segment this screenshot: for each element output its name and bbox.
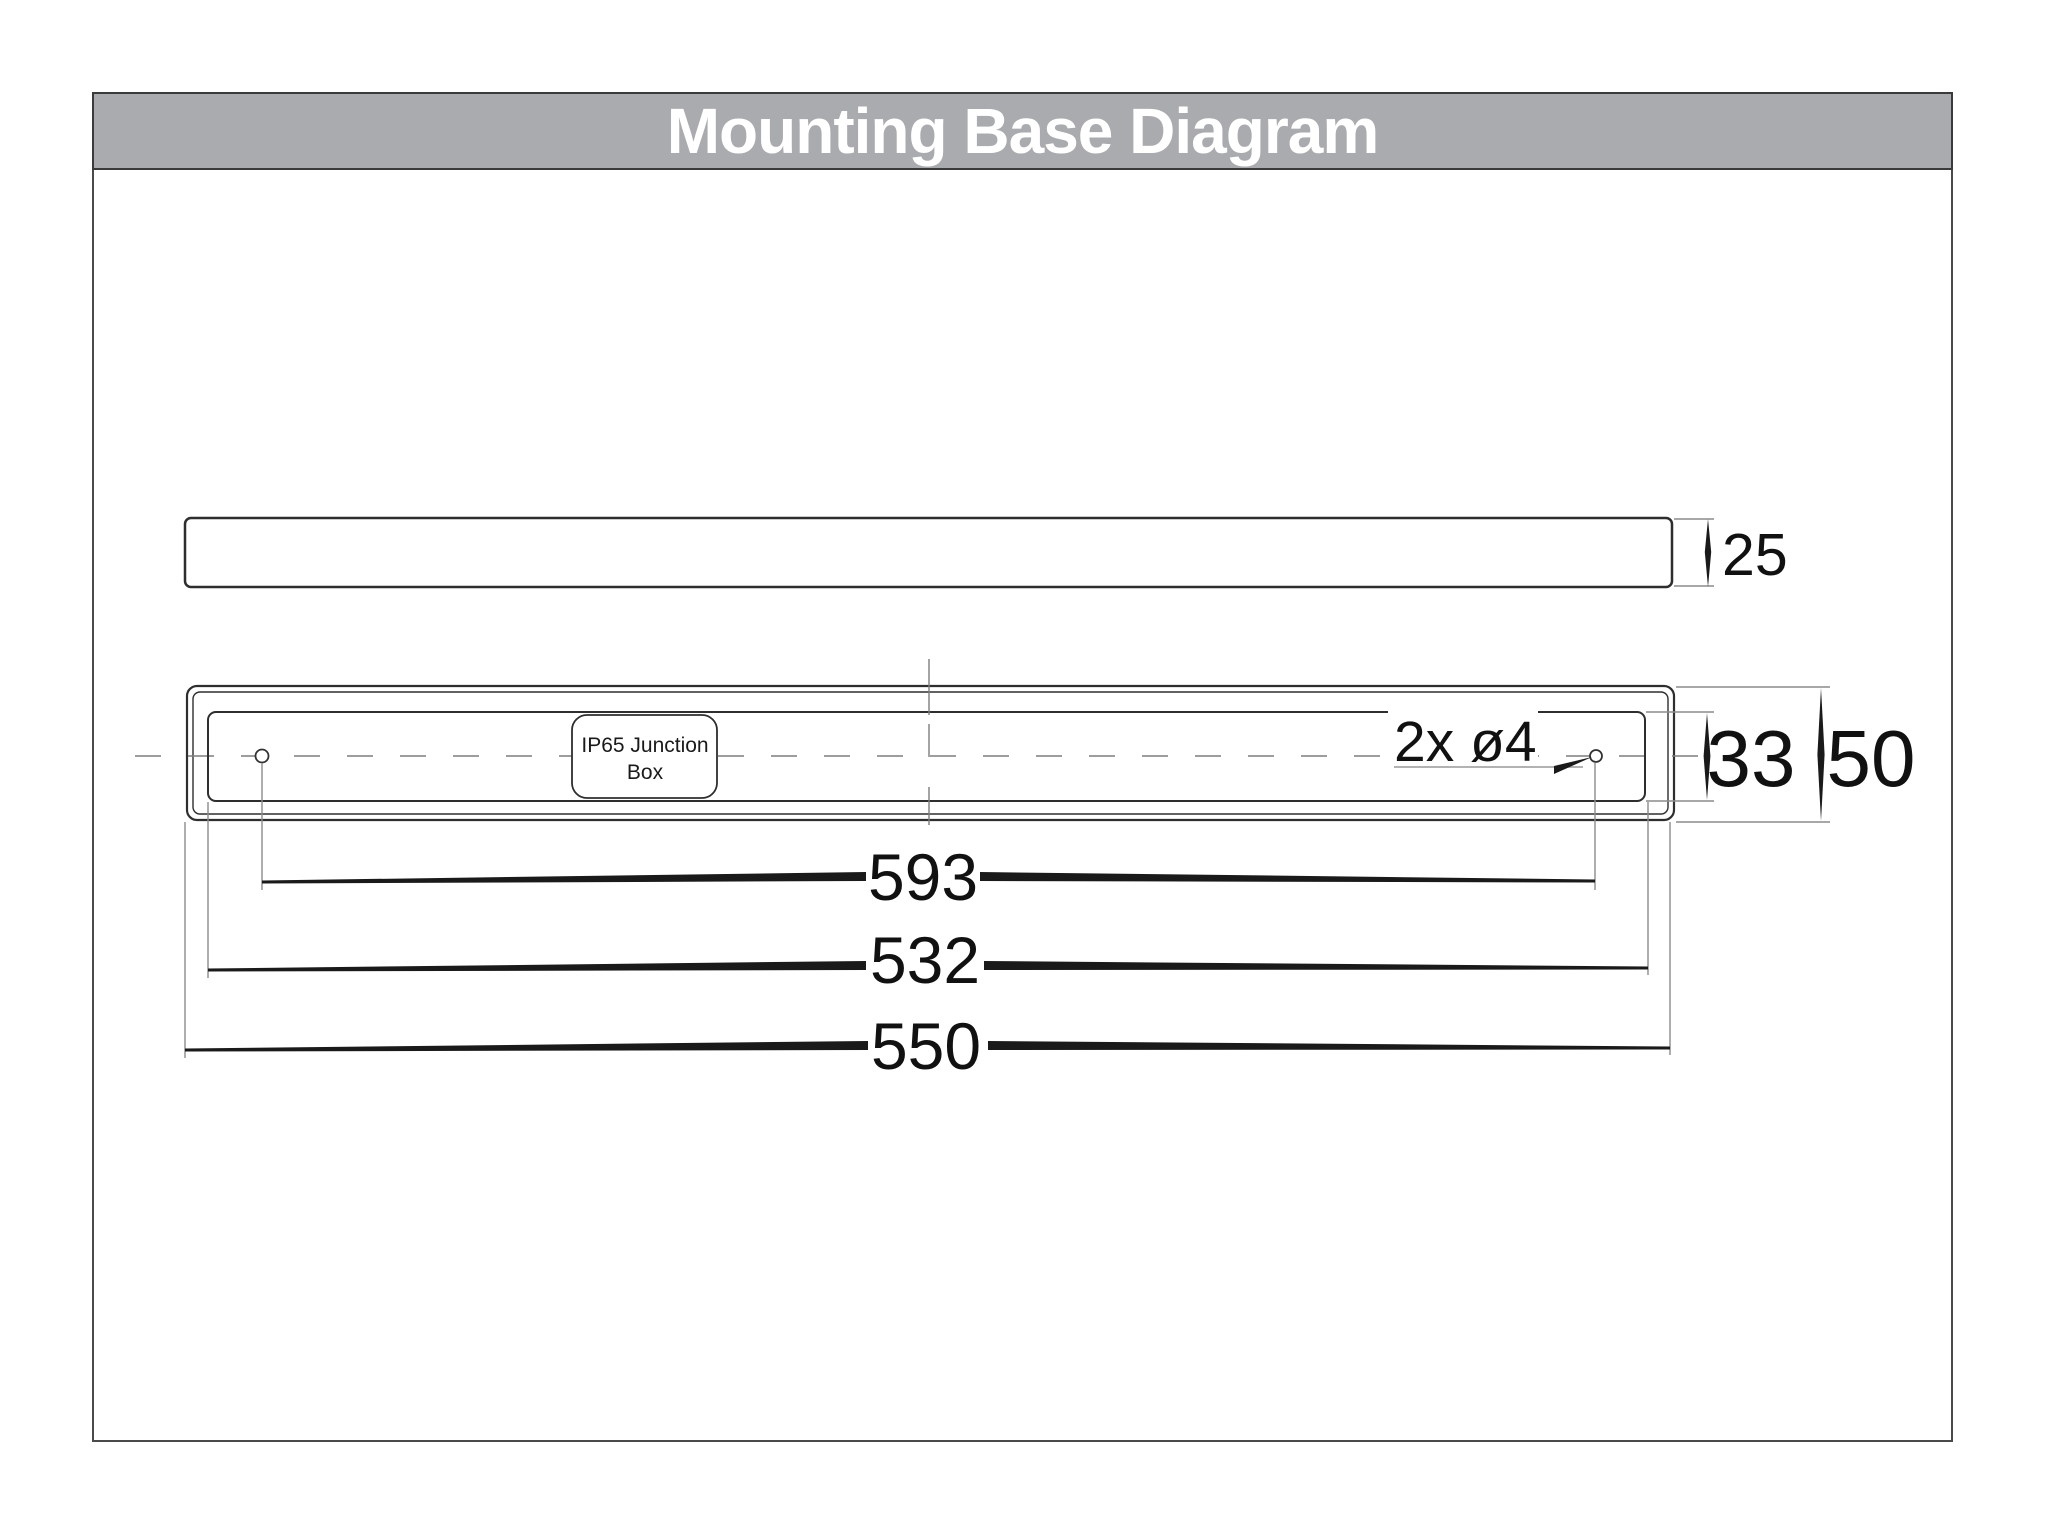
dim-593-label: 593 (867, 840, 979, 914)
side-view-rect (185, 518, 1672, 587)
dim-25-label: 25 (1722, 522, 1788, 588)
dim-50-label: 50 (1826, 714, 1916, 803)
junction-box-label-line2: Box (626, 761, 664, 784)
dim-25-arrow (1705, 519, 1711, 587)
mounting-hole-left (256, 750, 269, 763)
dim-532-line-right (984, 961, 1648, 970)
dim-550-label: 550 (870, 1009, 982, 1083)
dim-593-line-right (980, 872, 1595, 883)
page-title: Mounting Base Diagram (666, 95, 1379, 167)
dim-550-line-right (988, 1041, 1670, 1050)
dim-33-label: 33 (1706, 714, 1796, 803)
dim-532-line-left (208, 961, 866, 972)
dim-50-arrow (1817, 688, 1824, 821)
holes-note-label: 2x ø4 (1394, 710, 1537, 774)
mounting-hole-right (1590, 750, 1602, 762)
junction-box-label-line1: IP65 Junction (581, 734, 709, 757)
dim-593-line-left (262, 872, 866, 884)
dim-550-line-left (185, 1041, 868, 1052)
dim-532-label: 532 (869, 923, 981, 997)
